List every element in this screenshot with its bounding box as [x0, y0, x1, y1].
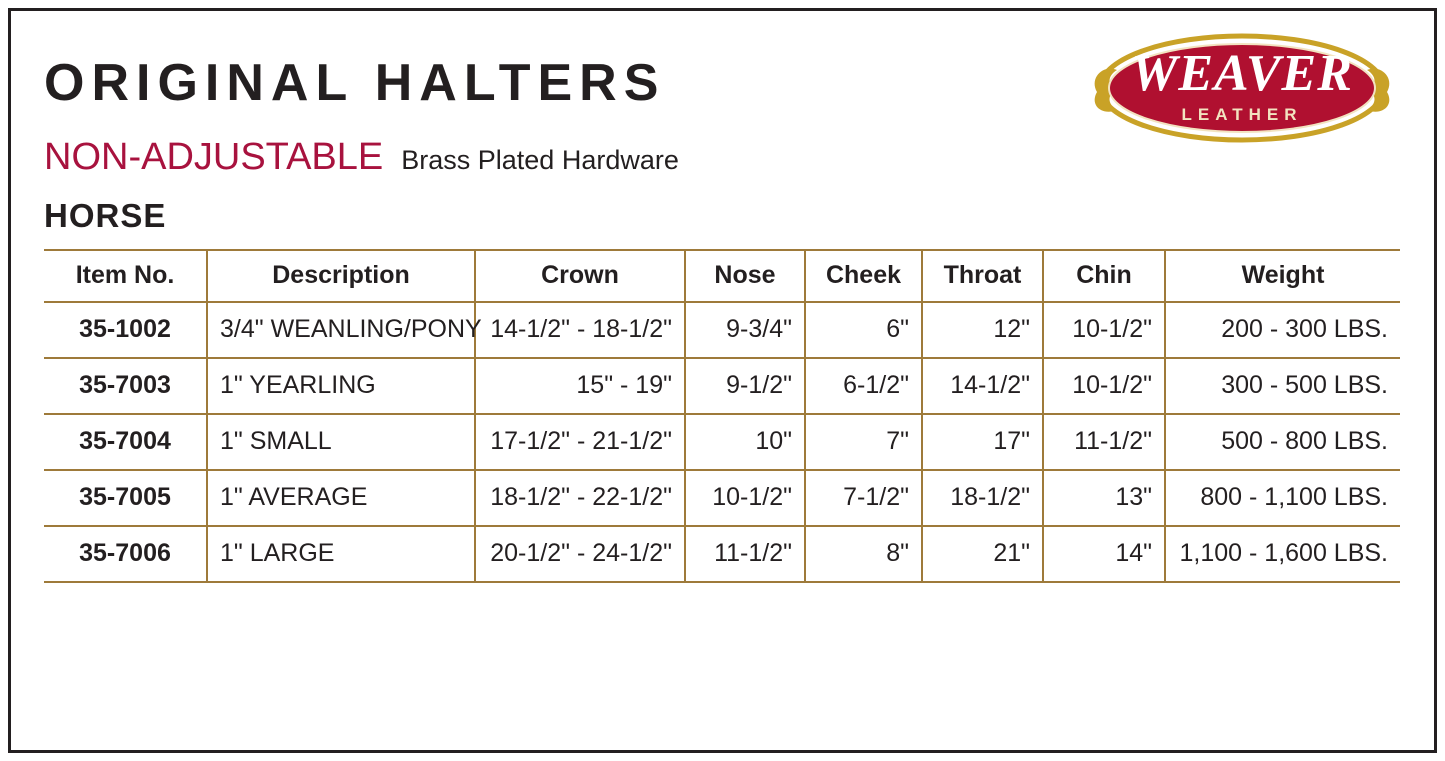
cell-crown: 20-1/2" - 24-1/2" — [475, 526, 685, 582]
category-heading: HORSE — [44, 196, 167, 234]
cell-nose: 9-1/2" — [685, 358, 805, 414]
cell-item-no: 35-7003 — [44, 358, 207, 414]
page-title: ORIGINAL HALTERS — [44, 54, 666, 112]
cell-cheek: 7" — [805, 414, 922, 470]
table-row — [44, 526, 1400, 582]
cell-crown: 15" - 19" — [475, 358, 685, 414]
cell-description: 3/4" WEANLING/PONY — [207, 302, 475, 358]
cell-weight: 1,100 - 1,600 LBS. — [1165, 526, 1400, 582]
cell-chin: 10-1/2" — [1043, 302, 1165, 358]
cell-cheek: 8" — [805, 526, 922, 582]
cell-nose: 10" — [685, 414, 805, 470]
column-header-weight: Weight — [1165, 250, 1400, 302]
cell-cheek: 6" — [805, 302, 922, 358]
column-header-crown: Crown — [475, 250, 685, 302]
cell-throat: 17" — [922, 414, 1043, 470]
cell-chin: 11-1/2" — [1043, 414, 1165, 470]
cell-item-no: 35-1002 — [44, 302, 207, 358]
cell-crown: 14-1/2" - 18-1/2" — [475, 302, 685, 358]
table-row — [44, 414, 1400, 470]
cell-description: 1" SMALL — [207, 414, 475, 470]
table-header-row — [44, 250, 1400, 302]
subtitle-adjustability: NON-ADJUSTABLE — [44, 135, 384, 178]
subtitle-hardware: Brass Plated Hardware — [401, 144, 679, 175]
column-header-chin: Chin — [1043, 250, 1165, 302]
specs-table — [44, 249, 1400, 583]
cell-throat: 21" — [922, 526, 1043, 582]
cell-chin: 14" — [1043, 526, 1165, 582]
column-header-throat: Throat — [922, 250, 1043, 302]
cell-weight: 300 - 500 LBS. — [1165, 358, 1400, 414]
table-row — [44, 470, 1400, 526]
cell-weight: 800 - 1,100 LBS. — [1165, 470, 1400, 526]
cell-throat: 12" — [922, 302, 1043, 358]
table-row — [44, 302, 1400, 358]
cell-throat: 14-1/2" — [922, 358, 1043, 414]
column-header-description: Description — [207, 250, 475, 302]
cell-crown: 18-1/2" - 22-1/2" — [475, 470, 685, 526]
cell-cheek: 7-1/2" — [805, 470, 922, 526]
cell-description: 1" LARGE — [207, 526, 475, 582]
table-body — [44, 302, 1400, 582]
cell-weight: 200 - 300 LBS. — [1165, 302, 1400, 358]
column-header-item-no: Item No. — [44, 250, 207, 302]
cell-item-no: 35-7005 — [44, 470, 207, 526]
cell-cheek: 6-1/2" — [805, 358, 922, 414]
logo-brand-text: WEAVER — [1131, 45, 1353, 102]
cell-description: 1" AVERAGE — [207, 470, 475, 526]
weaver-leather-logo — [1077, 18, 1407, 158]
cell-weight: 500 - 800 LBS. — [1165, 414, 1400, 470]
cell-chin: 10-1/2" — [1043, 358, 1165, 414]
table-header — [44, 250, 1400, 302]
column-header-cheek: Cheek — [805, 250, 922, 302]
cell-nose: 9-3/4" — [685, 302, 805, 358]
cell-nose: 10-1/2" — [685, 470, 805, 526]
cell-item-no: 35-7004 — [44, 414, 207, 470]
cell-throat: 18-1/2" — [922, 470, 1043, 526]
cell-crown: 17-1/2" - 21-1/2" — [475, 414, 685, 470]
cell-item-no: 35-7006 — [44, 526, 207, 582]
cell-chin: 13" — [1043, 470, 1165, 526]
column-header-nose: Nose — [685, 250, 805, 302]
cell-nose: 11-1/2" — [685, 526, 805, 582]
logo-tagline-text: LEATHER — [1181, 105, 1303, 124]
cell-description: 1" YEARLING — [207, 358, 475, 414]
table-row — [44, 358, 1400, 414]
